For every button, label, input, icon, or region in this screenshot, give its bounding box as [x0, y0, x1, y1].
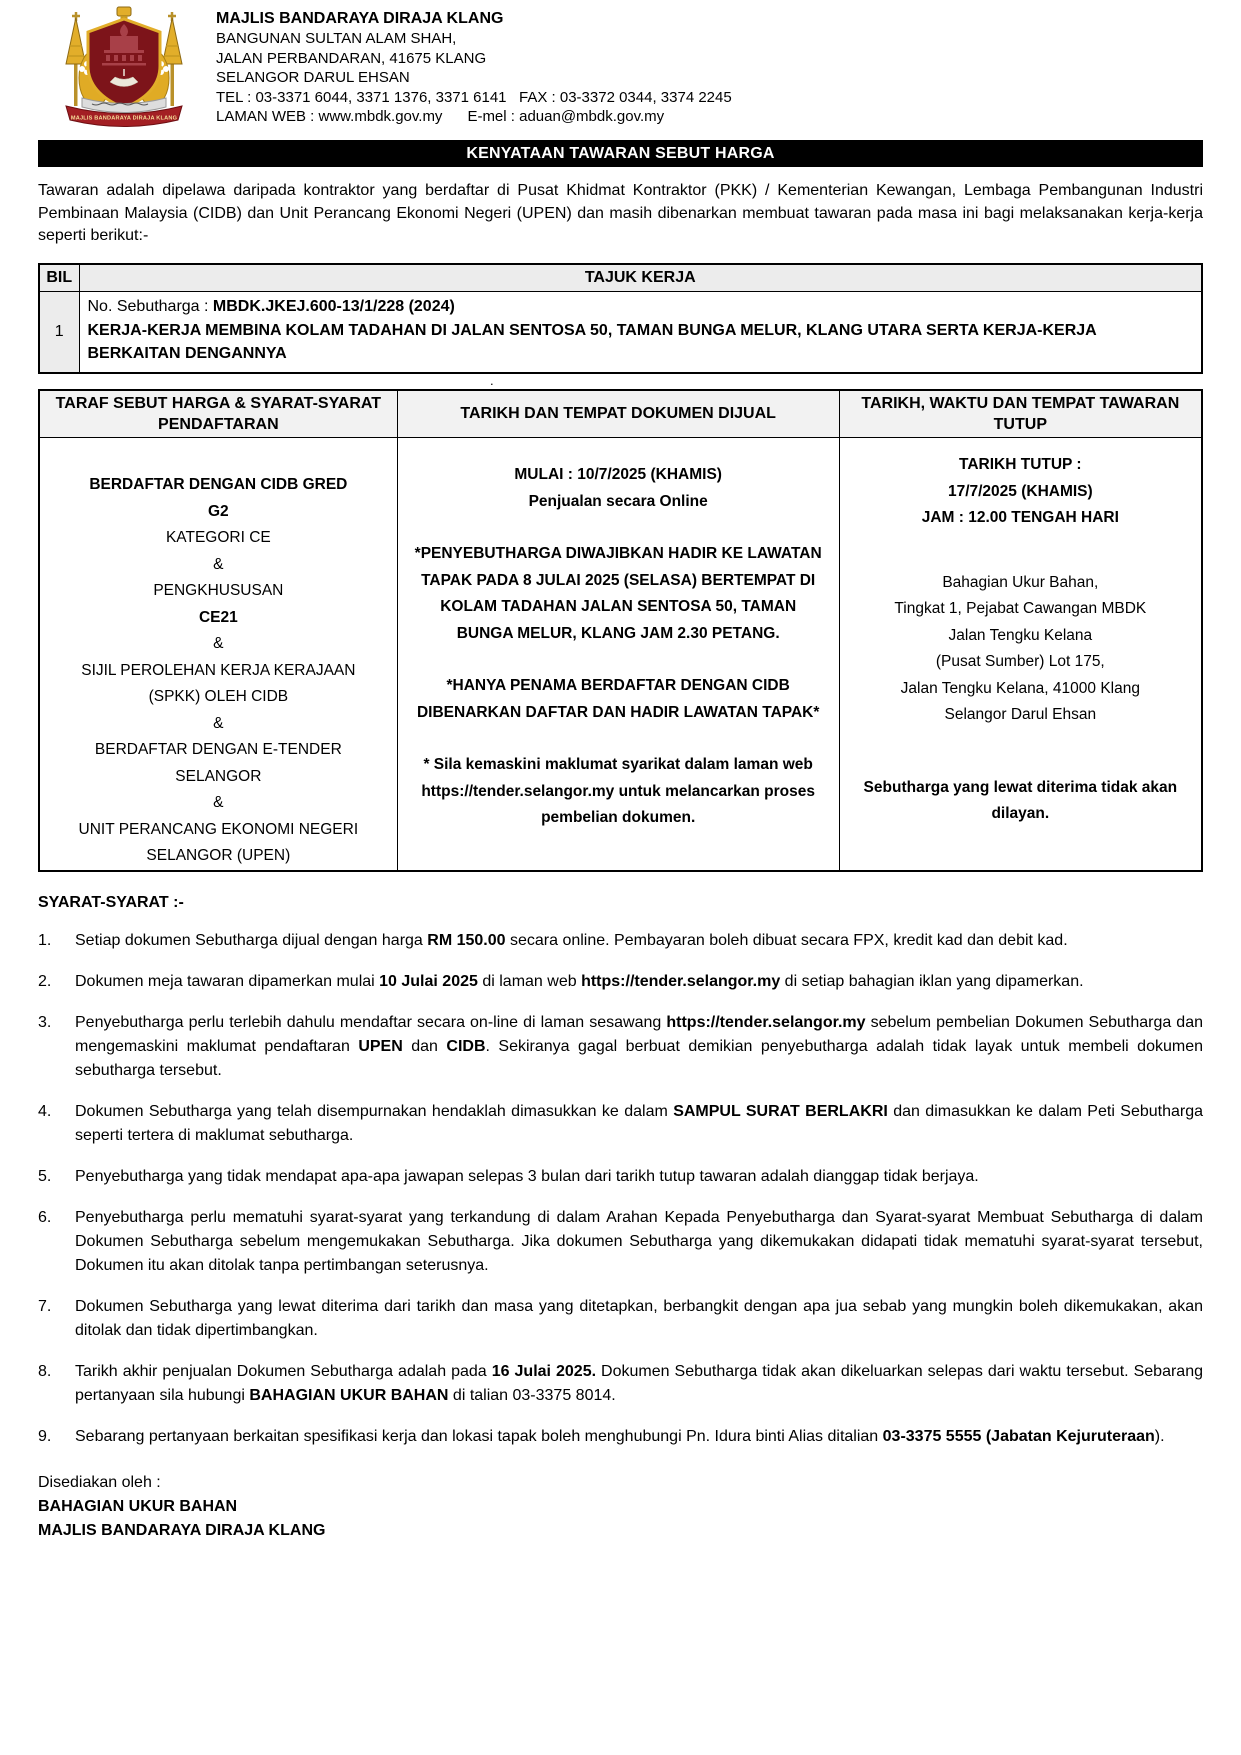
late-submission-note: Sebutharga yang lewat diterima tidak akan dilayan.	[863, 778, 1178, 822]
submission-address: Bahagian Ukur Bahan, Tingkat 1, Pejabat Cawangan MBDK Jalan Tengku Kelana (Pusat Sumber) Lot 175, Jalan Tengku Kelana, 41000 Klang Selangor Darul Ehsan	[894, 573, 1147, 723]
conditions-list	[38, 929, 1203, 1449]
pennant-left	[66, 18, 86, 64]
cidb-attendance-note: *HANYA PENAMA BERDAFTAR DENGAN CIDB DIBENARKAN DAFTAR DAN HADIR LAWATAN TAPAK*	[416, 677, 820, 721]
closing-date-label: TARIKH TUTUP :	[959, 456, 1082, 473]
condition-text: Penyebutharga perlu terlebih dahulu mendaftar secara on-line di laman sesawang https://tender.selangor.my sebelum pembelian Dokumen Sebutharga dan mengemaskini maklumat pendaftaran UPEN dan CIDB. Sekiranya gagal berbuat demikian penyebutharga adalah tidak layak untuk membeli dokumen sebutharga tersebut.	[75, 1013, 1204, 1079]
org-info	[216, 6, 732, 127]
condition-text: Dokumen Sebutharga yang lewat diterima dari tarikh dan masa yang ditetapkan, berbangkit dengan apa jua sebab yang mungkin boleh dikemukakan, akan ditolak dan tidak dipertimbangkan.	[75, 1297, 1203, 1339]
bil-column-header: BIL	[39, 264, 79, 292]
org-web-email: LAMAN WEB : www.mbdk.gov.my E-mel : aduan@mbdk.gov.my	[216, 108, 665, 125]
condition-number: 7.	[38, 1297, 52, 1315]
quotation-details-table	[38, 389, 1203, 872]
sale-start-date: MULAI : 10/7/2025 (KHAMIS)	[514, 466, 722, 483]
sale-online-note: Penjualan secara Online	[528, 492, 708, 510]
quotation-ref-number: MBDK.JKEJ.600-13/1/228 (2024)	[212, 298, 455, 315]
ribbon-text: MAJLIS BANDARAYA DIRAJA KLANG	[70, 115, 178, 122]
stray-period-mark: .	[490, 372, 494, 388]
condition-item-3	[38, 1011, 1203, 1083]
table-row	[39, 292, 1202, 373]
registration-requirements-cell	[39, 438, 397, 871]
condition-item-9	[38, 1425, 1203, 1449]
registration-requirements-header: TARAF SEBUT HARGA & SYARAT-SYARAT PENDAFTARAN	[39, 390, 397, 438]
tajuk-kerja-column-header: TAJUK KERJA	[79, 264, 1202, 292]
details-table-body-row	[39, 438, 1202, 871]
row-number-cell: 1	[39, 292, 79, 373]
conditions-heading: SYARAT-SYARAT :-	[38, 893, 184, 911]
condition-item-7	[38, 1295, 1203, 1343]
condition-item-1	[38, 929, 1203, 953]
prepared-by-department: BAHAGIAN UKUR BAHAN	[38, 1497, 238, 1515]
registration-requirements-lines: BERDAFTAR DENGAN CIDB GRED G2 KATEGORI CE & PENGKHUSUSAN CE21 & SIJIL PEROLEHAN KERJA KERAJAAN (SPKK) OLEH CIDB & BERDAFTAR DENGAN E-TENDER SELANGOR & UNIT PERANCANG EKONOMI NEGERI SELANGOR (UPEN)	[78, 476, 359, 864]
org-tel-fax: TEL : 03-3371 6044, 3371 1376, 3371 6141 FAX : 03-3372 0344, 3374 2245	[216, 88, 732, 106]
quotation-reference	[88, 295, 1194, 319]
condition-item-8	[38, 1360, 1203, 1408]
closing-date-block	[850, 452, 1191, 532]
condition-number: 2.	[38, 972, 52, 990]
quotation-ref-label: No. Sebutharga :	[87, 298, 213, 315]
closing-date: 17/7/2025 (KHAMIS)	[947, 482, 1093, 500]
org-address-line-3: SELANGOR DARUL EHSAN	[216, 69, 410, 86]
prepared-by-organisation: MAJLIS BANDARAYA DIRAJA KLANG	[38, 1521, 326, 1539]
details-table-header-row	[39, 390, 1202, 438]
org-address-line-1: BANGUNAN SULTAN ALAM SHAH,	[216, 30, 457, 47]
prepared-by-block	[38, 1471, 1203, 1543]
condition-number: 5.	[38, 1167, 52, 1185]
condition-item-5	[38, 1165, 1203, 1189]
condition-text: Penyebutharga perlu mematuhi syarat-syarat yang terkandung di dalam Arahan Kepada Penyebutharga dan Syarat-syarat Membuat Sebutharga di dalam Dokumen Sebutharga sebelum mengemukakan Sebutharga. Jika dokumen Sebutharga yang dikemukakan didapati tidak mematuhi syarat-syarat tersebut, Dokumen itu akan ditolak tanpa pertimbangan seterusnya.	[75, 1208, 1203, 1274]
condition-text: Tarikh akhir penjualan Dokumen Sebutharga adalah pada 16 Julai 2025. Dokumen Sebutharga tidak akan dikeluarkan selepas dari waktu tersebut. Sebarang pertanyaan sila hubungi BAHAGIAN UKUR BAHAN di talian 03-3375 8014.	[75, 1362, 1203, 1404]
condition-text: Penyebutharga yang tidak mendapat apa-apa jawapan selepas 3 bulan dari tarikh tutup tawaran adalah dianggap tidak berjaya.	[75, 1167, 979, 1185]
closing-info-cell	[839, 438, 1202, 871]
closing-time: JAM : 12.00 TENGAH HARI	[921, 509, 1119, 526]
pennant-right	[163, 18, 183, 64]
document-sale-cell	[397, 438, 839, 871]
intro-paragraph: Tawaran adalah dipelawa daripada kontraktor yang berdaftar di Pusat Khidmat Kontraktor (PKK) / Kementerian Kewangan, Lembaga Pembangunan Industri Pembinaan Malaysia (CIDB) dan Unit Perancang Ekonomi Negeri (UPEN) dan masih dibenarkan membuat tawaran pada masa ini bagi melaksanakan kerja-kerja seperti berikut:-	[38, 182, 1203, 244]
condition-text: Setiap dokumen Sebutharga dijual dengan harga RM 150.00 secara online. Pembayaran boleh dibuat secara FPX, kredit kad dan debit kad.	[75, 931, 1068, 949]
condition-number: 6.	[38, 1208, 52, 1226]
condition-item-6	[38, 1206, 1203, 1278]
tender-jobs-table	[38, 263, 1203, 374]
letterhead	[54, 6, 1203, 128]
job-title: KERJA-KERJA MEMBINA KOLAM TADAHAN DI JALAN SENTOSA 50, TAMAN BUNGA MELUR, KLANG UTARA SERTA KERJA-KERJA BERKAITAN DENGANNYA	[87, 321, 1097, 362]
condition-number: 1.	[38, 931, 52, 949]
closing-info-header: TARIKH, WAKTU DAN TEMPAT TAWARAN TUTUP	[839, 390, 1202, 438]
condition-number: 9.	[38, 1427, 52, 1445]
title-banner: KENYATAAN TAWARAN SEBUT HARGA	[38, 140, 1203, 167]
condition-item-2	[38, 970, 1203, 994]
org-name: MAJLIS BANDARAYA DIRAJA KLANG	[216, 10, 504, 27]
job-description-cell	[79, 292, 1202, 373]
update-company-info-note: * Sila kemaskini maklumat syarikat dalam laman web https://tender.selangor.my untuk melancarkan proses pembelian dokumen.	[421, 756, 815, 826]
site-visit-note: *PENYEBUTHARGA DIWAJIBKAN HADIR KE LAWATAN TAPAK PADA 8 JULAI 2025 (SELASA) BERTEMPAT DI KOLAM TADAHAN JALAN SENTOSA 50, TAMAN BUNGA MELUR, KLANG JAM 2.30 PETANG.	[414, 545, 822, 642]
document-sale-header: TARIKH DAN TEMPAT DOKUMEN DIJUAL	[397, 390, 839, 438]
org-address-line-2: JALAN PERBANDARAN, 41675 KLANG	[216, 49, 487, 67]
condition-number: 3.	[38, 1013, 52, 1031]
mbdk-crest-icon	[54, 6, 194, 128]
sale-start-block	[414, 462, 823, 515]
condition-number: 4.	[38, 1102, 52, 1120]
condition-number: 8.	[38, 1362, 52, 1380]
condition-text: Sebarang pertanyaan berkaitan spesifikasi kerja dan lokasi tapak boleh menghubungi Pn. Idura binti Alias ditalian 03-3375 5555 (Jabatan Kejuruteraan).	[75, 1427, 1165, 1445]
jobs-table-header-row	[39, 264, 1202, 292]
prepared-by-label: Disediakan oleh :	[38, 1473, 161, 1491]
condition-text: Dokumen meja tawaran dipamerkan mulai 10 Julai 2025 di laman web https://tender.selangor.my di setiap bahagian iklan yang dipamerkan.	[75, 972, 1084, 990]
condition-text: Dokumen Sebutharga yang telah disempurnakan hendaklah dimasukkan ke dalam SAMPUL SURAT BERLAKRI dan dimasukkan ke dalam Peti Sebutharga seperti tertera di maklumat sebutharga.	[75, 1102, 1204, 1144]
condition-item-4	[38, 1100, 1203, 1148]
